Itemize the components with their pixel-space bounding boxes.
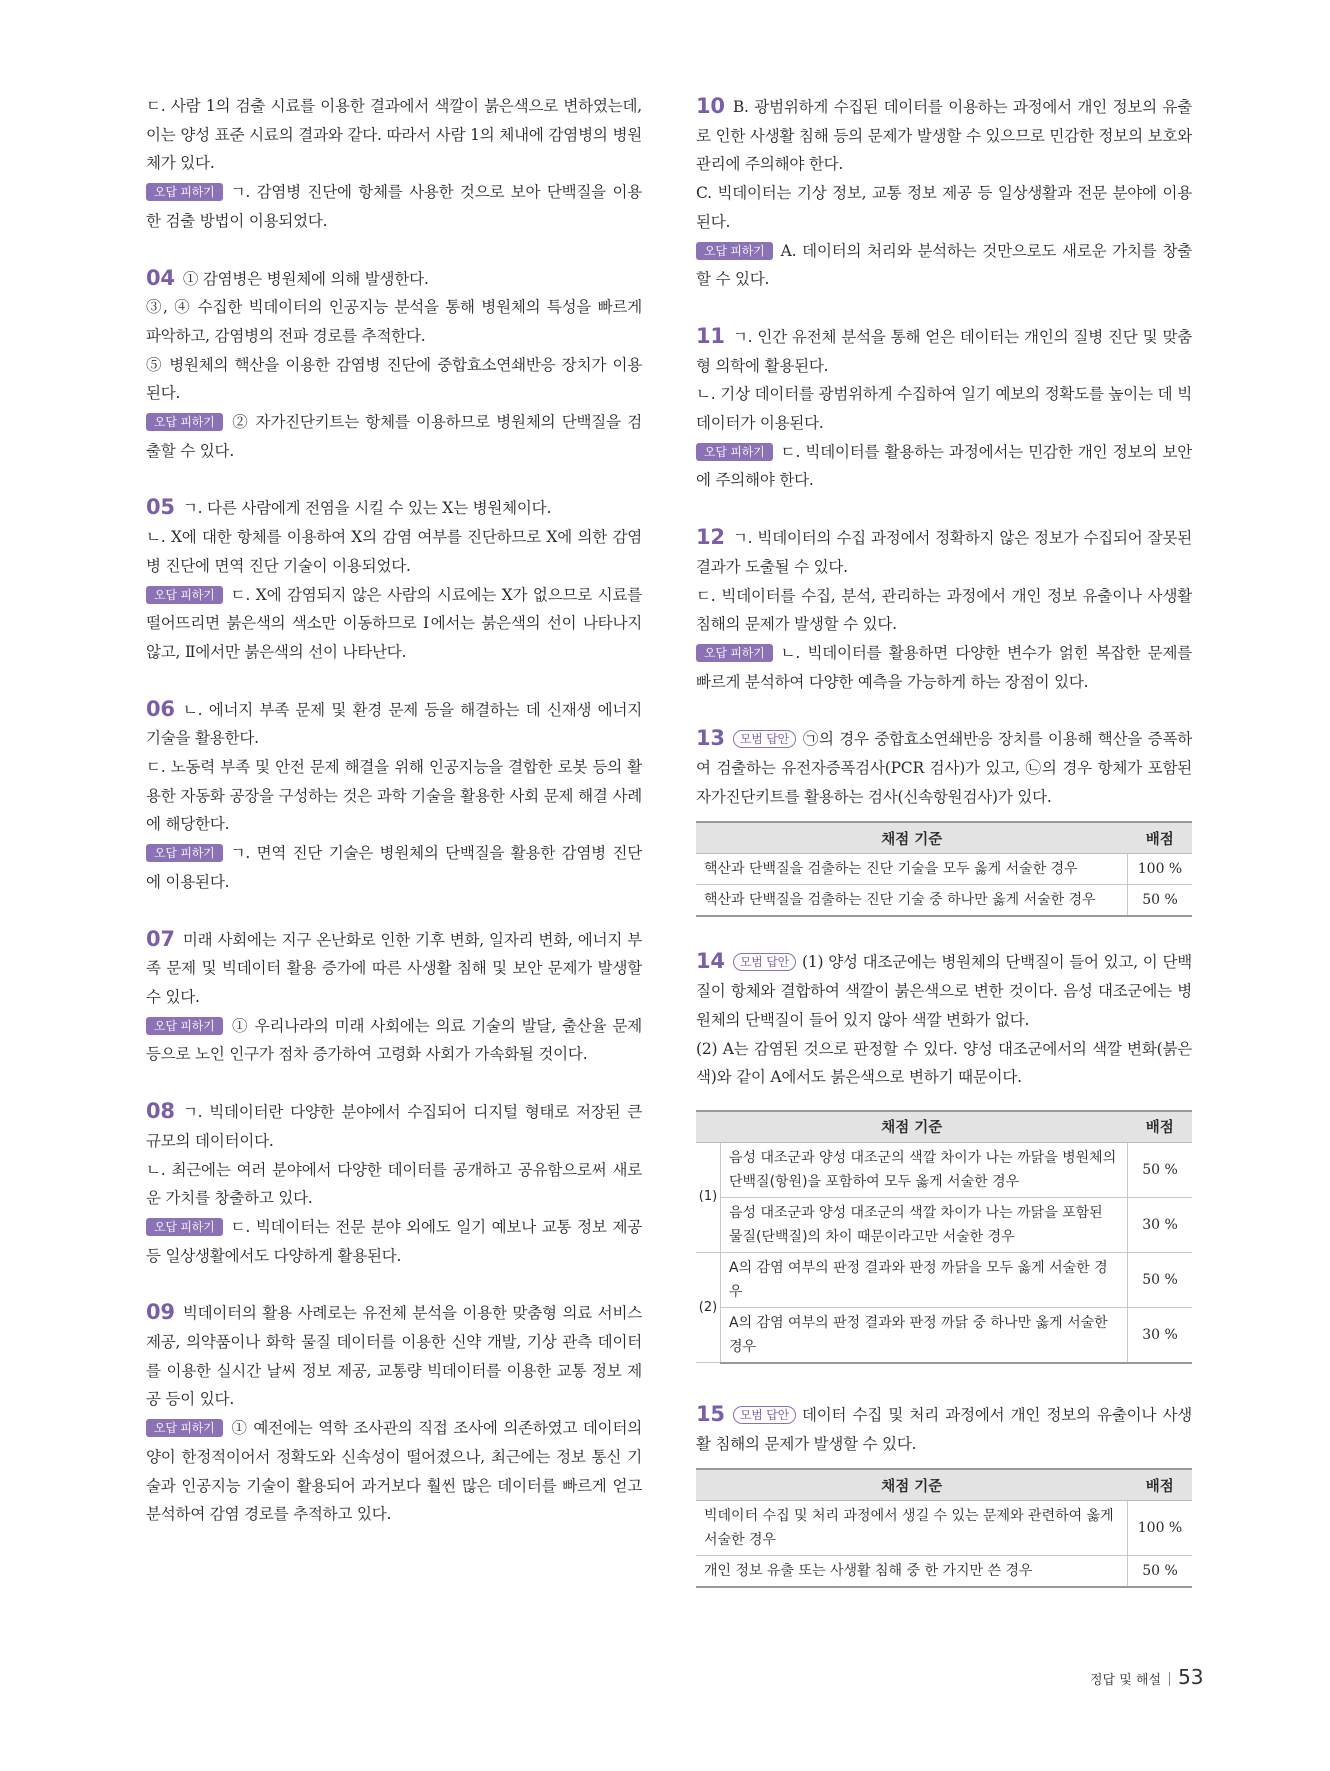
wrong-answer-tag: 오답 피하기 xyxy=(146,183,223,201)
answer-15 xyxy=(696,1400,1192,1588)
table-header-row xyxy=(696,822,1192,854)
question-number: 08 xyxy=(146,1099,175,1124)
left-column xyxy=(146,92,642,1529)
scoring-table xyxy=(696,821,1192,917)
table-header-row xyxy=(696,1469,1192,1501)
answer-text: ㉠의 경우 중합효소연쇄반응 장치를 이용해 핵산을 증폭하여 검출하는 유전자증폭검사(PCR 검사)가 있고, ㉡의 경우 항체가 포함된 자가진단키트를 활용하는 검사(신속항원검사)가 있다. xyxy=(696,730,1192,806)
score-cell: 50 % xyxy=(1128,1142,1193,1197)
answer-text: ㄷ. X에 감염되지 않은 사람의 시료에는 X가 없으므로 시료를 떨어뜨리면 붉은색의 색소만 이동하므로 Ⅰ에서는 붉은색의 선이 나타나지 않고, Ⅱ에서만 붉은색의 선이 나타난다. xyxy=(146,585,642,661)
answer-text: ㄱ. 감염병 진단에 항체를 사용한 것으로 보아 단백질을 이용한 검출 방법이 이용되었다. xyxy=(146,183,642,230)
wrong-answer-tag: 오답 피하기 xyxy=(146,413,223,431)
wrong-answer-tag: 오답 피하기 xyxy=(146,1218,223,1236)
criteria-cell: A의 감염 여부의 판정 결과와 판정 까닭 중 하나만 옳게 서술한 경우 xyxy=(721,1307,1128,1363)
answer-text: ⑤ 병원체의 핵산을 이용한 감염병 진단에 중합효소연쇄반응 장치가 이용된다. xyxy=(146,355,642,403)
answer-text: ㄷ. 빅데이터를 활용하는 과정에서는 민감한 개인 정보의 보안에 주의해야 한다. xyxy=(696,442,1192,490)
table-row xyxy=(696,1252,1192,1307)
wrong-answer-tag: 오답 피하기 xyxy=(146,1419,223,1437)
part-label: (2) xyxy=(696,1252,721,1363)
column-header: 채점 기준 xyxy=(696,1469,1128,1501)
score-cell: 50 % xyxy=(1128,885,1193,917)
answer-text: ③, ④ 수집한 빅데이터의 인공지능 분석을 통해 병원체의 특성을 빠르게 파악하고, 감염병의 전파 경로를 추적한다. xyxy=(146,298,642,345)
criteria-cell: 개인 정보 유출 또는 사생활 침해 중 한 가지만 쓴 경우 xyxy=(696,1556,1128,1588)
model-answer-tag: 모범 답안 xyxy=(733,730,796,748)
table-row xyxy=(696,885,1192,917)
question-number: 09 xyxy=(146,1300,175,1325)
answer-text: ㄴ. 기상 데이터를 광범위하게 수집하여 일기 예보의 정확도를 높이는 데 빅데이터가 이용된다. xyxy=(696,385,1192,433)
answer-text: ㄷ. 빅데이터는 전문 분야 외에도 일기 예보나 교통 정보 제공 등 일상생활에서도 다양하게 활용된다. xyxy=(146,1217,642,1265)
wrong-answer-tag: 오답 피하기 xyxy=(146,586,223,604)
right-column xyxy=(696,92,1192,1588)
question-number: 12 xyxy=(696,525,725,550)
answer-text: ㄷ. 노동력 부족 및 안전 문제 해결을 위해 인공지능을 결합한 로봇 등의 활용한 자동화 공장을 구성하는 것은 과학 기술을 활용한 사회 문제 해결 사례에 해당한다. xyxy=(146,758,642,834)
question-number: 05 xyxy=(146,495,175,520)
answer-text: ㄱ. 빅데이터란 다양한 분야에서 수집되어 디지털 형태로 저장된 큰 규모의 데이터이다. xyxy=(146,1103,642,1150)
answer-11 xyxy=(696,322,1192,495)
answer-text: ㄴ. X에 대한 항체를 이용하여 X의 감염 여부를 진단하므로 X에 의한 감염병 진단에 면역 진단 기술이 이용되었다. xyxy=(146,528,642,575)
answer-text: 데이터 수집 및 처리 과정에서 개인 정보의 유출이나 사생활 침해의 문제가 발생할 수 있다. xyxy=(696,1405,1192,1453)
part-label: (1) xyxy=(696,1142,721,1252)
score-cell: 30 % xyxy=(1128,1307,1193,1363)
model-answer-tag: 모범 답안 xyxy=(733,953,796,971)
criteria-cell: 음성 대조군과 양성 대조군의 색깔 차이가 나는 까닭을 포함된 물질(단백질)의 차이 때문이라고만 서술한 경우 xyxy=(721,1197,1128,1252)
table-row xyxy=(696,1307,1192,1363)
score-cell: 50 % xyxy=(1128,1252,1193,1307)
answer-text: A. 데이터의 처리와 분석하는 것만으로도 새로운 가치를 창출할 수 있다. xyxy=(696,241,1192,289)
table-row xyxy=(696,1197,1192,1252)
answer-text: 빅데이터의 활용 사례로는 유전체 분석을 이용한 맞춤형 의료 서비스 제공, 의약품이나 화학 물질 데이터를 이용한 신약 개발, 기상 관측 데이터를 이용한 실시간 날씨 정보 제공, 교통량 빅데이터를 이용한 교통 정보 제공 등이 있다. xyxy=(146,1304,642,1409)
column-header: 배점 xyxy=(1128,1111,1193,1143)
score-cell: 100 % xyxy=(1128,1501,1193,1556)
answer-text: ㄷ. 빅데이터를 수집, 분석, 관리하는 과정에서 개인 정보 유출이나 사생활 침해의 문제가 발생할 수 있다. xyxy=(696,586,1192,634)
answer-text: ① 예전에는 역학 조사관의 직접 조사에 의존하였고 데이터의 양이 한정적이어서 정확도와 신속성이 떨어졌으나, 최근에는 정보 통신 기술과 인공지능 기술이 활용되어 과거보다 훨씬 많은 데이터를 빠르게 얻고 분석하여 감염 경로를 추적하고 있다. xyxy=(146,1419,642,1524)
score-cell: 100 % xyxy=(1128,854,1193,885)
answer-text: ② 자가진단키트는 항체를 이용하므로 병원체의 단백질을 검출할 수 있다. xyxy=(146,413,642,460)
column-header: 채점 기준 xyxy=(696,822,1128,854)
table-row xyxy=(696,854,1192,885)
answer-05 xyxy=(146,493,642,666)
wrong-answer-tag: 오답 피하기 xyxy=(696,242,773,260)
answer-07 xyxy=(146,925,642,1070)
answer-14 xyxy=(696,947,1192,1364)
criteria-cell: 핵산과 단백질을 검출하는 진단 기술을 모두 옳게 서술한 경우 xyxy=(696,854,1128,885)
column-header: 배점 xyxy=(1128,822,1193,854)
answer-12 xyxy=(696,523,1192,696)
table-header-row xyxy=(696,1111,1192,1143)
model-answer-tag: 모범 답안 xyxy=(733,1406,796,1424)
answer-06 xyxy=(146,695,642,897)
answer-text: 미래 사회에는 지구 온난화로 인한 기후 변화, 일자리 변화, 에너지 부족 문제 및 빅데이터 활용 증가에 따른 사생활 침해 및 보안 문제가 발생할 수 있다. xyxy=(146,930,642,1006)
answer-text: ① 감염병은 병원체에 의해 발생한다. xyxy=(182,269,429,288)
question-number: 06 xyxy=(146,696,175,721)
table-row xyxy=(696,1501,1192,1556)
question-number: 14 xyxy=(696,949,725,974)
answer-text: B. 광범위하게 수집된 데이터를 이용하는 과정에서 개인 정보의 유출로 인한 사생활 침해 등의 문제가 발생할 수 있으므로 민감한 정보의 보호와 관리에 주의해야 한다. xyxy=(696,98,1192,174)
answer-08 xyxy=(146,1097,642,1270)
wrong-answer-tag: 오답 피하기 xyxy=(696,644,773,662)
wrong-answer-tag: 오답 피하기 xyxy=(146,844,223,862)
question-number: 04 xyxy=(146,265,175,290)
table-row xyxy=(696,1142,1192,1197)
question-number: 13 xyxy=(696,726,725,751)
criteria-cell: 음성 대조군과 양성 대조군의 색깔 차이가 나는 까닭을 병원체의 단백질(항원)을 포함하여 모두 옳게 서술한 경우 xyxy=(721,1142,1128,1197)
answer-text: ㄱ. 다른 사람에게 전염을 시킬 수 있는 X는 병원체이다. xyxy=(182,499,552,518)
scoring-table xyxy=(696,1110,1192,1364)
answer-10 xyxy=(696,92,1192,294)
answer-03-continued xyxy=(146,92,642,236)
question-number: 07 xyxy=(146,926,175,951)
answer-13 xyxy=(696,724,1192,917)
footer-divider xyxy=(1169,1672,1170,1686)
table-row xyxy=(696,1556,1192,1588)
score-cell: 30 % xyxy=(1128,1197,1193,1252)
answer-09 xyxy=(146,1298,642,1529)
column-header: 배점 xyxy=(1128,1469,1193,1501)
scoring-table xyxy=(696,1468,1192,1588)
answer-text: ① 우리나라의 미래 사회에는 의료 기술의 발달, 출산율 문제 등으로 노인 인구가 점차 증가하여 고령화 사회가 가속화될 것이다. xyxy=(146,1016,642,1064)
answer-text: C. 빅데이터는 기상 정보, 교통 정보 제공 등 일상생활과 전문 분야에 이용된다. xyxy=(696,184,1192,231)
column-header: 채점 기준 xyxy=(696,1111,1128,1143)
footer-label: 정답 및 해설 xyxy=(1090,1673,1162,1688)
answer-text: ㄴ. 최근에는 여러 분야에서 다양한 데이터를 공개하고 공유함으로써 새로운 가치를 창출하고 있다. xyxy=(146,1160,642,1208)
question-number: 10 xyxy=(696,94,725,118)
answer-text: (1) 양성 대조군에는 병원체의 단백질이 들어 있고, 이 단백질이 항체와 결합하여 색깔이 붉은색으로 변한 것이다. 음성 대조군에는 병원체의 단백질이 들어 있지 않아 색깔 변화가 없다. xyxy=(696,953,1192,1029)
wrong-answer-tag: 오답 피하기 xyxy=(696,443,773,461)
answer-text: (2) A는 감염된 것으로 판정할 수 있다. 양성 대조군에서의 색깔 변화(붉은색)와 같이 A에서도 붉은색으로 변하기 때문이다. xyxy=(696,1039,1192,1087)
wrong-answer-tag: 오답 피하기 xyxy=(146,1017,223,1035)
answer-text: ㄱ. 인간 유전체 분석을 통해 얻은 데이터는 개인의 질병 진단 및 맞춤형 의학에 활용된다. xyxy=(696,327,1192,375)
criteria-cell: A의 감염 여부의 판정 결과와 판정 까닭을 모두 옳게 서술한 경우 xyxy=(721,1252,1128,1307)
criteria-cell: 빅데이터 수집 및 처리 과정에서 생길 수 있는 문제와 관련하여 옳게 서술한 경우 xyxy=(696,1501,1128,1556)
page-footer xyxy=(1090,1665,1204,1689)
answer-text: ㄷ. 사람 1의 검출 시료를 이용한 결과에서 색깔이 붉은색으로 변하였는데, 이는 양성 표준 시료의 결과와 같다. 따라서 사람 1의 체내에 감염병의 병원체가 있다. xyxy=(146,97,642,173)
answer-04 xyxy=(146,264,642,466)
answer-text: ㄱ. 빅데이터의 수집 과정에서 정확하지 않은 정보가 수집되어 잘못된 결과가 도출될 수 있다. xyxy=(696,529,1192,576)
answer-text: ㄴ. 빅데이터를 활용하면 다양한 변수가 얽힌 복잡한 문제를 빠르게 분석하여 다양한 예측을 가능하게 하는 장점이 있다. xyxy=(696,643,1192,691)
answer-text: ㄱ. 면역 진단 기술은 병원체의 단백질을 활용한 감염병 진단에 이용된다. xyxy=(146,844,642,891)
question-number: 15 xyxy=(696,1401,725,1426)
answer-text: ㄴ. 에너지 부족 문제 및 환경 문제 등을 해결하는 데 신재생 에너지 기술을 활용한다. xyxy=(146,700,642,748)
score-cell: 50 % xyxy=(1128,1556,1193,1588)
question-number: 11 xyxy=(696,323,725,348)
page-number: 53 xyxy=(1178,1665,1204,1689)
criteria-cell: 핵산과 단백질을 검출하는 진단 기술 중 하나만 옳게 서술한 경우 xyxy=(696,885,1128,917)
